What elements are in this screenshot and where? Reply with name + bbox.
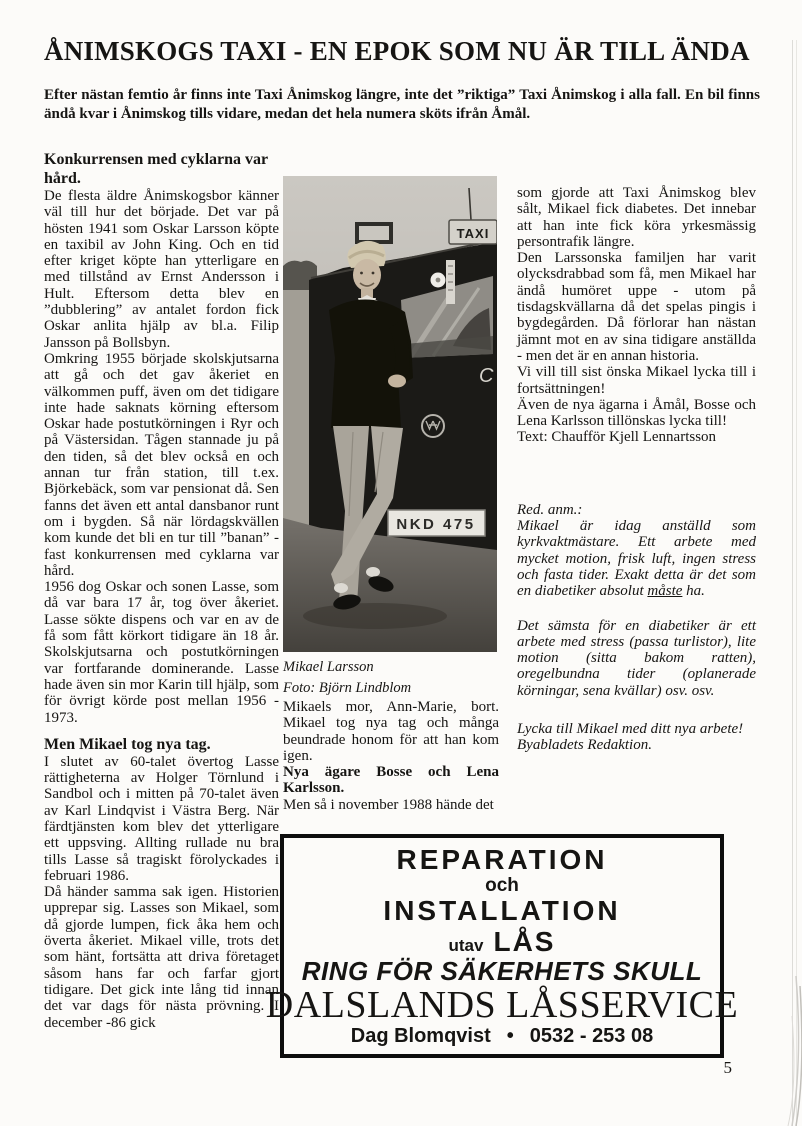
paragraph: [517, 518, 756, 599]
paragraph: De flesta äldre Ånimskogsbor känner väl till hur det började. Det var på hösten 1941 som Oskar Larsson köpte en taxibil av John King. Och en tid efter kriget köpte han ytterligare en med tillstånd av Ernst Andersson i Hult. Eftersom detta blev en ”dubblering” av antalet fordon fick Oskar anlita hjälp av bl.a. Filip Jansson på Bollsbyn.: [44, 188, 279, 351]
paragraph: I slutet av 60-talet övertog Lasse rättigheterna av Holger Törnlund i Sandbol och i mitten på 70-talet även av Karl Lindqvist i Västra Berg. När färdtjänsten kom blev det ytterligare ett uppsving. Allting rullade nu bra tills Lasse så tragiskt förolyckades i februari 1986.: [44, 753, 279, 884]
underlined-word: måste: [647, 583, 683, 600]
ground-shadow: [303, 603, 447, 629]
editors-note: [517, 502, 756, 754]
taxi-van-photo-illustration: [283, 176, 497, 652]
editors-note-heading: Red. anm.:: [517, 501, 583, 518]
ad-contact-name: Dag Blomqvist: [350, 1024, 491, 1047]
column-left: [44, 150, 279, 1031]
ad-word-utav: utav: [448, 935, 484, 955]
advertisement-lock-service: [265, 834, 739, 1058]
license-plate-text: NKD 475: [396, 516, 476, 533]
column-middle: [283, 176, 499, 813]
scan-edge-line: [792, 40, 793, 1126]
caption-name: Mikael Larsson: [283, 659, 374, 675]
subheading-nya-agare: Nya ägare Bosse och Lena Karlsson.: [283, 764, 499, 797]
script-emblem-icon: C: [479, 365, 494, 387]
note-text: Mikael är idag anställd som kyrkvaktmästare. Ett arbete med mycket motion, frisk luft, ingen stress och fasta tider. Exakt detta är det som en diabetiker absolut: [517, 518, 756, 600]
ad-line-reparation: REPARATION: [396, 844, 608, 876]
note-text: ha.: [682, 583, 705, 600]
ad-line-utav-las: [448, 925, 556, 957]
author-byline: Text: Chaufför Kjell Lennartsson: [517, 429, 717, 446]
paragraph: Mikaels mor, Ann-Marie, bort. Mikael tog nya tag och många beundrade honom för att han kom igen.: [283, 699, 499, 764]
wish-text: Lycka till Mikael med ditt nya arbete!: [517, 721, 744, 738]
paragraph: Den Larssonska familjen har varit olycksdrabbad som få, men Mikael har ändå humöret uppe - utom på tisdagskvällarna då det spelas pingis i bygdegården. Då förlorar han nästan jämnt mot en av sina tidigare anställda - men det är en annan historia.: [517, 250, 756, 364]
flower-decal-center: [436, 278, 441, 283]
mirror-glass: [359, 226, 389, 240]
ad-phone-number: 0532 - 253 08: [529, 1024, 654, 1047]
ad-line-installation: INSTALLATION: [383, 895, 621, 927]
ad-company-name: DALSLANDS LÅSSERVICE: [265, 983, 739, 1026]
subheading-mikael: Men Mikael tog nya tag.: [44, 735, 211, 753]
paragraph: 1956 dog Oskar och sonen Lasse, som då var bara 17 år, tog över åkeriet. Lasse sökte dispens och var en av de få som fått körkort tidigare än 18 år. Skolskjutsarna och postutkörningen var fortfarande dominerande. Lasse hade även sin mor Karin till hjälp, som för övrigt körde post mellan 1956 - 1973.: [44, 579, 279, 726]
subheading-konkurrensen: Konkurrensen med cyklarna var hård.: [44, 151, 268, 187]
article-lede: Efter nästan femtio år finns inte Taxi Ånimskog längre, inte det ”riktiga” Taxi Ånimskog i alla fall. En bil finns ändå kvar i Ånimskog tills vidare, medan det hela numera sköts ifrån Åmål.: [44, 87, 760, 122]
ad-contact-line: [351, 1026, 653, 1046]
paragraph: Även de nya ägarna i Åmål, Bosse och Lena Karlsson tillönskas lycka till!: [517, 396, 756, 430]
ad-slogan: RING FÖR SÄKERHETS SKULL: [301, 955, 703, 986]
signature: Byabladets Redaktion.: [517, 737, 652, 754]
ad-word-las: LÅS: [493, 925, 556, 957]
caption-credit: Foto: Björn Lindblom: [283, 680, 412, 696]
photo-caption: [283, 657, 499, 699]
paragraph: Men så i november 1988 hände det: [283, 796, 494, 813]
article-title: ÅNIMSKOGS TAXI - EN EPOK SOM NU ÄR TILL ÄNDA: [44, 36, 750, 66]
paragraph: som gjorde att Taxi Ånimskog blev sålt, Mikael fick diabetes. Det innebar att han inte fick köra yrkesmässig persontrafik längre.: [517, 185, 756, 250]
paragraph: Omkring 1955 började skolskjutsarna att gå och det gav åkeriet en välkommen puff, även om det tidigare inte hade saknats körning eftersom Oskar hade postutkörningen i Ryr och på Västersidan. Tågen stannade ju på den tiden, så det blev också en och annan tur från station, till t.ex. Björkebäck, som var pensionat då. Sen fanns det även ett antal dansbanor runt om i bygden. Så när lördagskvällen kom kunde det bli en tur till ”banan” - fast konkurrensen med cyklarna var hård.: [44, 350, 279, 579]
scan-edge-line: [796, 40, 797, 1126]
photo-mikael-larsson: [283, 176, 497, 652]
page-number: 5: [723, 1058, 732, 1077]
paragraph: Vi vill till sist önska Mikael lycka till i fortsättningen!: [517, 364, 756, 397]
column-right: [517, 185, 756, 754]
ad-line-och: och: [485, 875, 519, 897]
taxi-sign-text: TAXI: [456, 226, 490, 241]
paragraph: Då händer samma sak igen. Historien upprepar sig. Lasses son Mikael, som då gjorde lumpen, fick åka hem och överta åkeriet. Mikael ville, trots det som hänt, fortsätta att driva företaget såsom hans far och farfar gjort tidigare. Det gick inte lång tid innan det var dags för nästa prövning. I december -86 gick: [44, 884, 279, 1031]
paragraph: Det sämsta för en diabetiker är ett arbete med stress (passa turlistor), lite motion (sitta bakom ratten), oregelbundna tider (oplanerade körningar, sena kvällar) osv. osv.: [517, 617, 756, 699]
book-page-edges: [762, 976, 802, 1126]
bullet-separator: •: [506, 1024, 514, 1047]
